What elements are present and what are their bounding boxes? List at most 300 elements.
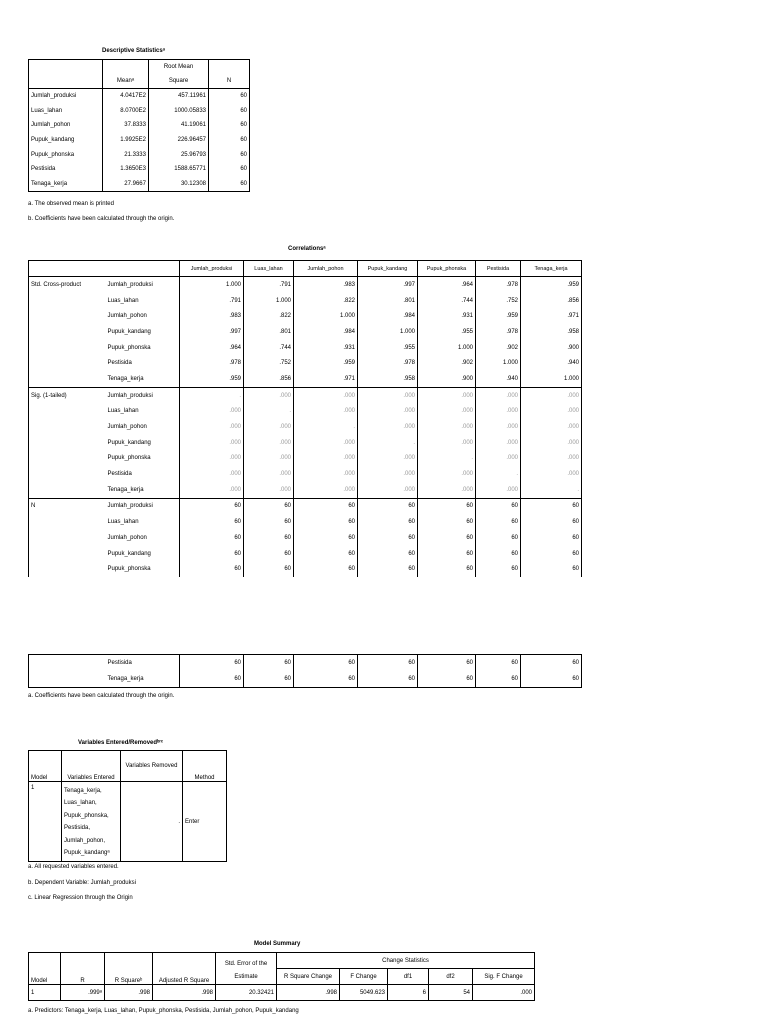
cell: 60: [180, 655, 244, 672]
row-label: Pupuk_kandang: [107, 550, 151, 557]
section-label: [29, 355, 106, 371]
cell: .900: [418, 371, 476, 387]
ms-header-adjrsq: Adjusted R Square: [153, 953, 216, 985]
col-header: Pupuk_phonska: [418, 261, 476, 277]
cell: .978: [358, 355, 418, 371]
cell: 1.000: [244, 293, 294, 309]
variables-table: [28, 750, 227, 862]
row-label: Jumlah_pohon: [107, 534, 147, 541]
cell: .902: [418, 355, 476, 371]
cell: 60: [358, 546, 418, 562]
cell: .000: [476, 482, 521, 498]
cell: .000: [358, 451, 418, 467]
entered-variable: Luas_lahan,: [64, 800, 97, 807]
cell: 60: [209, 177, 250, 192]
cell: 60: [244, 655, 294, 672]
cell: .000: [294, 482, 358, 498]
vars-model: 1: [29, 782, 62, 862]
table-row: [29, 324, 582, 340]
cell: 60: [294, 546, 358, 562]
cell: 60: [521, 655, 582, 672]
table-row: [29, 546, 582, 562]
col-header: Pupuk_kandang: [358, 261, 418, 277]
cell: .997: [180, 324, 244, 340]
cell: .964: [418, 277, 476, 293]
cell: 5049.623: [340, 985, 388, 1001]
section-label: [29, 530, 106, 546]
cell: .998: [277, 985, 340, 1001]
cell: 60: [418, 514, 476, 530]
cell: 1.000: [294, 308, 358, 324]
cell: .964: [180, 340, 244, 356]
cell: .: [180, 387, 244, 403]
cell: .000: [244, 435, 294, 451]
cell: .000: [476, 404, 521, 420]
cell: 21.3333: [103, 147, 149, 162]
table-row: [29, 466, 582, 482]
cell: 60: [209, 118, 250, 133]
cell: .978: [180, 355, 244, 371]
cell: .000: [521, 404, 582, 420]
vars-method: Enter: [183, 782, 227, 862]
ms-note: a. Predictors: Tenaga_kerja, Luas_lahan, Pupuk_phonska, Pestisida, Jumlah_pohon, Pupuk_kandang: [28, 1008, 299, 1014]
cell: 1588.65771: [149, 162, 209, 177]
col-header: Jumlah_produksi: [180, 261, 244, 277]
cell: .959: [476, 308, 521, 324]
cell: 25.96793: [149, 147, 209, 162]
section-label: [29, 371, 106, 387]
desc-header-n: N: [209, 74, 250, 89]
row-label: Tenaga_kerja: [107, 375, 144, 382]
cell: 60: [476, 530, 521, 546]
table-row: [29, 387, 582, 403]
cell: .000: [418, 482, 476, 498]
desc-header-mean: Meanᵃ: [103, 74, 149, 89]
cell: .997: [358, 277, 418, 293]
row-label: Pupuk_phonska: [29, 147, 103, 162]
row-label: Tenaga_kerja: [107, 486, 144, 493]
cell: .856: [244, 371, 294, 387]
table-row: [29, 561, 582, 577]
cell: 60: [294, 561, 358, 577]
cell: 1.3650E3: [103, 162, 149, 177]
section-label: [29, 324, 106, 340]
table-row: [29, 293, 582, 309]
cell: 60: [209, 89, 250, 104]
cell: .000: [418, 435, 476, 451]
cell: .000: [418, 419, 476, 435]
table-row: [29, 482, 582, 498]
cell: 1.000: [521, 371, 582, 387]
cell: 60: [209, 104, 250, 119]
row-label: Pupuk_kandang: [29, 133, 103, 148]
row-label: Tenaga_kerja: [107, 676, 144, 682]
cell: .984: [294, 324, 358, 340]
vars-header-method: Method: [183, 751, 227, 782]
table-row: [29, 89, 250, 104]
cell: 1000.05833: [149, 104, 209, 119]
ms-header-rsqchange: R Square Change: [277, 969, 340, 985]
table-row: [29, 118, 250, 133]
table-row: [29, 355, 582, 371]
entered-variable: Pestisida,: [64, 825, 91, 832]
row-label: Pupuk_phonska: [107, 566, 151, 573]
cell: .: [521, 482, 582, 498]
cell: 60: [418, 530, 476, 546]
table-row: [29, 451, 582, 467]
cell: .000: [521, 435, 582, 451]
cell: .000: [476, 419, 521, 435]
cell: 60: [244, 530, 294, 546]
table-row: [29, 162, 250, 177]
section-label: N: [29, 498, 106, 514]
cell: .940: [521, 355, 582, 371]
cell: .978: [476, 324, 521, 340]
cell: .752: [244, 355, 294, 371]
cell: 20.32421: [216, 985, 277, 1001]
cell: .856: [521, 293, 582, 309]
desc-header-rms: Square: [149, 74, 209, 89]
cell: 60: [180, 498, 244, 514]
cell: .000: [294, 466, 358, 482]
correlations-title: Correlationsᵃ: [288, 246, 326, 252]
table-row: [29, 404, 582, 420]
ms-header-model: Model: [29, 953, 61, 985]
ms-header-fchange: F Change: [340, 969, 388, 985]
cell: .000: [521, 451, 582, 467]
corner-cell: [29, 261, 106, 277]
row-label: Jumlah_produksi: [106, 387, 180, 403]
section-label: [29, 561, 106, 577]
cell: .983: [294, 277, 358, 293]
cell: .000: [476, 435, 521, 451]
cell: .000: [180, 404, 244, 420]
section-label: [29, 451, 106, 467]
cell: 60: [476, 655, 521, 672]
section-label: [29, 671, 106, 688]
vars-header-removed: Variables Removed: [121, 751, 183, 782]
cell: .971: [521, 308, 582, 324]
table-row: [29, 671, 582, 688]
cell: .000: [294, 387, 358, 403]
cell: .: [358, 435, 418, 451]
cell: 60: [476, 546, 521, 562]
cell: .971: [294, 371, 358, 387]
table-row: [29, 530, 582, 546]
cell: 60: [294, 655, 358, 672]
cell: 60: [209, 162, 250, 177]
cell: .000: [294, 404, 358, 420]
cell: 60: [521, 498, 582, 514]
cell: 1: [29, 985, 61, 1001]
cell: .958: [521, 324, 582, 340]
cell: .752: [476, 293, 521, 309]
cell: 60: [180, 671, 244, 688]
section-label: [29, 466, 106, 482]
vars-header-entered: Variables Entered: [62, 751, 121, 782]
cell: .000: [244, 419, 294, 435]
descriptive-title: Descriptive Statisticsᵃ: [102, 48, 165, 54]
table-row: [29, 308, 582, 324]
corner-cell: [106, 261, 180, 277]
row-label: Jumlah_produksi: [107, 281, 153, 288]
cell: 27.9667: [103, 177, 149, 192]
cell: 1.000: [180, 277, 244, 293]
ms-header-df1: df1: [388, 969, 429, 985]
row-label: Pupuk_phonska: [107, 344, 151, 351]
cell: 60: [521, 514, 582, 530]
section-label: [29, 482, 106, 498]
row-label: Luas_lahan: [107, 519, 139, 526]
cell: .000: [521, 466, 582, 482]
correlations-table: [28, 260, 582, 577]
cell: 60: [476, 498, 521, 514]
cell: .000: [358, 482, 418, 498]
section-label: [29, 293, 106, 309]
cell: 60: [358, 655, 418, 672]
table-row: [29, 419, 582, 435]
cell: .801: [358, 293, 418, 309]
cell: .822: [244, 308, 294, 324]
desc-note-b: b. Coefficients have been calculated through the origin.: [28, 216, 175, 222]
table-row: [29, 277, 582, 293]
cell: 60: [418, 561, 476, 577]
col-header: Luas_lahan: [244, 261, 294, 277]
row-label: Jumlah_pohon: [107, 313, 147, 320]
cell: .000: [358, 404, 418, 420]
cell: .940: [476, 371, 521, 387]
descriptive-table: [28, 59, 250, 192]
cell: .000: [180, 466, 244, 482]
cell: .983: [180, 308, 244, 324]
table-row: [29, 371, 582, 387]
cell: 60: [180, 546, 244, 562]
correlations-continuation-table: [28, 654, 582, 688]
section-label: [29, 340, 106, 356]
cell: 1.000: [476, 355, 521, 371]
cell: 60: [358, 530, 418, 546]
row-label: Pupuk_phonska: [107, 455, 151, 462]
row-label: Jumlah_produksi: [106, 498, 180, 514]
cell: 8.0700E2: [103, 104, 149, 119]
cell: .902: [476, 340, 521, 356]
cell: .791: [244, 277, 294, 293]
cell: .000: [418, 466, 476, 482]
col-header: Jumlah_pohon: [294, 261, 358, 277]
vars-entered-list: [62, 782, 121, 862]
table-row: [29, 340, 582, 356]
cell: 60: [476, 561, 521, 577]
section-label: [29, 404, 106, 420]
cell: 60: [418, 546, 476, 562]
cell: 60: [209, 147, 250, 162]
cell: .791: [180, 293, 244, 309]
row-label: Luas_lahan: [107, 297, 139, 304]
table-row: [29, 514, 582, 530]
cell: .900: [521, 340, 582, 356]
cell: 60: [476, 671, 521, 688]
cell: .959: [294, 355, 358, 371]
cell: .978: [476, 277, 521, 293]
cell: .959: [521, 277, 582, 293]
cell: .744: [418, 293, 476, 309]
cell: .000: [476, 451, 521, 467]
ms-header-r: R: [61, 953, 105, 985]
cell: 60: [521, 530, 582, 546]
cell: .959: [180, 371, 244, 387]
cell: 60: [521, 546, 582, 562]
cell: .801: [244, 324, 294, 340]
cell: 37.8333: [103, 118, 149, 133]
ms-header-rsq: R Squareᵇ: [105, 953, 153, 985]
cell: 60: [418, 655, 476, 672]
cell: .000: [244, 482, 294, 498]
cell: 1.000: [418, 340, 476, 356]
row-label: Luas_lahan: [29, 104, 103, 119]
row-label: Tenaga_kerja: [29, 177, 103, 192]
section-label: Sig. (1-tailed): [29, 387, 106, 403]
section-label: [29, 546, 106, 562]
cell: .: [244, 404, 294, 420]
cell: .955: [358, 340, 418, 356]
cell: 226.96457: [149, 133, 209, 148]
cell: 60: [244, 561, 294, 577]
vars-note-a: a. All requested variables entered.: [28, 864, 119, 870]
row-label: Jumlah_pohon: [107, 424, 147, 431]
cell: .000: [521, 419, 582, 435]
section-label: [29, 308, 106, 324]
cell: .000: [473, 985, 535, 1001]
entered-variable: Pupuk_phonska,: [64, 812, 109, 819]
cell: .000: [521, 387, 582, 403]
table-row: [29, 147, 250, 162]
table-row: [29, 655, 582, 672]
table-row: [29, 133, 250, 148]
cell: .000: [180, 435, 244, 451]
table-row: [29, 177, 250, 192]
cell: .000: [294, 435, 358, 451]
cell: 60: [180, 530, 244, 546]
cell: .: [476, 466, 521, 482]
cell: .: [294, 419, 358, 435]
cell: .000: [244, 387, 294, 403]
table-row: [29, 498, 582, 514]
cell: .000: [294, 451, 358, 467]
cell: 60: [244, 514, 294, 530]
vars-note-b: b. Dependent Variable: Jumlah_produksi: [28, 880, 136, 886]
cell: .000: [180, 482, 244, 498]
desc-header-rms-line1: Root Mean: [149, 60, 209, 75]
row-label: Pestisida: [106, 655, 180, 672]
cell: 60: [180, 561, 244, 577]
cell: 60: [294, 498, 358, 514]
cell: 60: [418, 671, 476, 688]
cell: 1.000: [358, 324, 418, 340]
row-label: Pestisida: [107, 360, 132, 367]
cell: 4.0417E2: [103, 89, 149, 104]
cell: 60: [358, 514, 418, 530]
corr-note: a. Coefficients have been calculated through the origin.: [28, 693, 175, 699]
cell: 60: [244, 671, 294, 688]
cell: .000: [244, 451, 294, 467]
vars-note-c: c. Linear Regression through the Origin: [28, 895, 133, 901]
cell: .000: [418, 404, 476, 420]
cell: 41.19061: [149, 118, 209, 133]
row-label: Pestisida: [29, 162, 103, 177]
model-summary-table: [28, 952, 535, 1001]
cell: .000: [476, 387, 521, 403]
row-label: Pupuk_kandang: [107, 328, 151, 335]
section-label: [29, 655, 106, 672]
cell: .998: [153, 985, 216, 1001]
cell: 60: [209, 133, 250, 148]
cell: 30.12308: [149, 177, 209, 192]
row-label: Pupuk_kandang: [107, 439, 151, 446]
entered-variable: Pupuk_kandangᵃ: [64, 849, 110, 856]
cell: .822: [294, 293, 358, 309]
ms-header-sigf: Sig. F Change: [473, 969, 535, 985]
cell: 60: [294, 530, 358, 546]
cell: 60: [521, 671, 582, 688]
section-label: [29, 419, 106, 435]
cell: .000: [358, 387, 418, 403]
cell: .984: [358, 308, 418, 324]
cell: 60: [521, 561, 582, 577]
ms-header-stderr: Std. Error of the Estimate: [216, 953, 277, 985]
vars-header-model: Model: [29, 751, 62, 782]
table-row: [29, 104, 250, 119]
cell: .000: [180, 419, 244, 435]
cell: 60: [244, 546, 294, 562]
cell: .931: [294, 340, 358, 356]
row-label: Jumlah_produksi: [29, 89, 103, 104]
row-label: Pestisida: [107, 471, 132, 478]
cell: .000: [358, 466, 418, 482]
section-label: Std. Cross-product: [31, 281, 82, 288]
cell: .000: [358, 419, 418, 435]
cell: 60: [418, 498, 476, 514]
cell: 60: [358, 498, 418, 514]
cell: 60: [358, 561, 418, 577]
cell: .000: [418, 387, 476, 403]
cell: 60: [244, 498, 294, 514]
cell: .955: [418, 324, 476, 340]
cell: .999ᵃ: [61, 985, 105, 1001]
cell: 6: [388, 985, 429, 1001]
col-header: Pestisida: [476, 261, 521, 277]
cell: .000: [180, 451, 244, 467]
section-label: [29, 435, 106, 451]
model-summary-title: Model Summary: [254, 941, 301, 947]
row-label: Jumlah_pohon: [29, 118, 103, 133]
ms-header-df2: df2: [429, 969, 473, 985]
cell: 60: [180, 514, 244, 530]
cell: .000: [244, 466, 294, 482]
cell: 1.9925E2: [103, 133, 149, 148]
cell: 54: [429, 985, 473, 1001]
section-label: [29, 514, 106, 530]
entered-variable: Jumlah_pohon,: [64, 837, 106, 844]
cell: 457.11961: [149, 89, 209, 104]
cell: .744: [244, 340, 294, 356]
cell: 60: [294, 514, 358, 530]
col-header: Tenaga_kerja: [521, 261, 582, 277]
cell: .958: [358, 371, 418, 387]
cell: .998: [105, 985, 153, 1001]
cell: 60: [476, 514, 521, 530]
cell: .931: [418, 308, 476, 324]
vars-removed: .: [121, 782, 183, 862]
